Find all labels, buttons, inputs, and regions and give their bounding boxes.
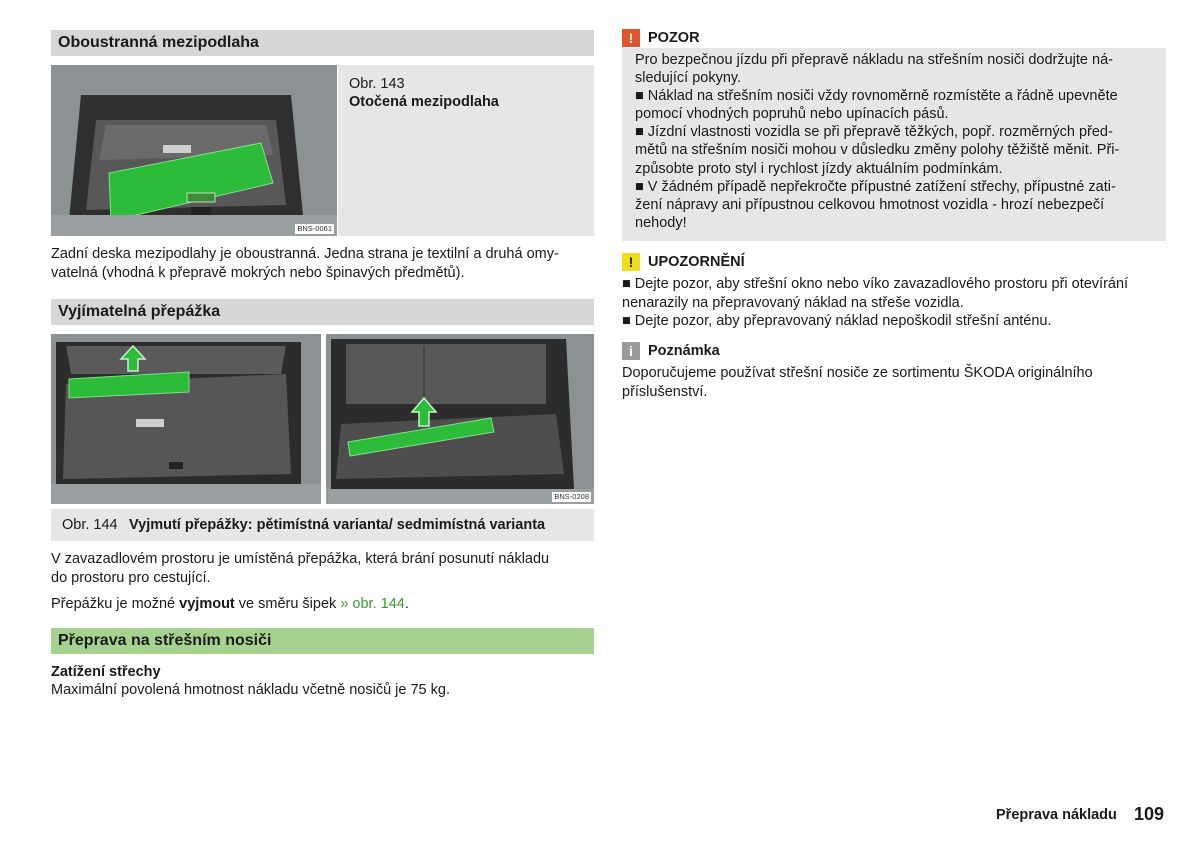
text-line: pomocí vhodných popruhů nebo upínacích pásů.	[635, 106, 949, 123]
paragraph-mezipodlaha	[51, 245, 596, 282]
text-line: mětů na střešním nosiči mohou v důsledku změny polohy těžiště měnit. Při-	[635, 142, 1120, 159]
figure-code: BNS-0208	[554, 492, 589, 501]
text-line: Pro bezpečnou jízdu při přepravě nákladu na střešním nosiči dodržujte ná-	[635, 52, 1113, 68]
figure-number: Obr. 143	[349, 76, 405, 92]
text-line: V zavazadlovém prostoru je umístěná přepážka, která brání posunutí nákladu	[51, 551, 550, 567]
text-run: Přepážku je možné	[51, 596, 180, 612]
five-seat-boot-illustration	[51, 334, 321, 504]
seven-seat-boot-illustration	[326, 334, 594, 504]
figure-caption: Vyjmutí přepážky: pětimístná varianta/ sedmimístná varianta	[129, 517, 546, 533]
section-heading-vyjimatelna-prepazka: Vyjímatelná přepážka	[51, 299, 594, 325]
text-line: ■ V žádném případě nepřekročte přípustné zatížení střechy, přípustné zati-	[635, 178, 1116, 195]
caution-text	[622, 275, 1182, 331]
text-line: způsobte proto styl i rychlost jízdy aktuálním podmínkám.	[635, 160, 1003, 177]
info-icon: i	[622, 342, 640, 360]
text-run: .	[404, 596, 409, 612]
paragraph-max-hmotnost: Maximální povolená hmotnost nákladu včetně nosičů je 75 kg.	[51, 682, 450, 698]
caution-icon: !	[622, 253, 640, 271]
text-line: Doporučujeme používat střešní nosiče ze sortimentu ŠKODA originálního	[622, 365, 1093, 381]
text-line: nehody!	[635, 214, 687, 231]
figure-143-image	[51, 65, 337, 236]
text-line: ■ Dejte pozor, aby střešní okno nebo víko zavazadlového prostoru při otevírání	[622, 276, 1129, 292]
car-boot-illustration	[51, 65, 337, 236]
figure-reference-link[interactable]: » obr. 144	[340, 596, 405, 612]
text-line: vatelná (vhodná k přepravě mokrých nebo špinavých předmětů).	[51, 264, 465, 281]
footer-chapter-title: Přeprava nákladu	[996, 807, 1117, 823]
caution-heading-upozorneni: UPOZORNĚNÍ	[648, 254, 745, 270]
warning-heading-pozor: POZOR	[648, 30, 700, 46]
warning-text	[635, 51, 1166, 232]
figure-number: Obr. 144	[62, 517, 118, 533]
text-line: sledující pokyny.	[635, 70, 742, 87]
text-line: Zadní deska mezipodlahy je oboustranná. Jedna strana je textilní a druhá omy-	[51, 246, 559, 262]
text-line: ■ Jízdní vlastnosti vozidla se při přepravě těžkých, popř. rozměrných před-	[635, 124, 1113, 141]
text-line: příslušenství.	[622, 383, 708, 400]
note-text	[622, 364, 1182, 401]
figure-144-image-left	[51, 334, 321, 504]
text-run: ve směru šipek	[234, 596, 341, 612]
note-heading-poznamka: Poznámka	[648, 343, 720, 359]
subheading-zatizeni-strechy: Zatížení střechy	[51, 664, 161, 680]
text-line: ■ Náklad na střešním nosiči vždy rovnoměrně rozmístěte a řádně upevněte	[635, 88, 1118, 105]
bold-term: vyjmout	[179, 596, 235, 612]
text-line: žení nápravy ani přípustnou celkovou hmotnost vozidla - hrozí nebezpečí	[635, 196, 1105, 213]
figure-144-image-right	[326, 334, 594, 504]
figure-143-caption-box	[338, 65, 594, 236]
page-number: 109	[1134, 804, 1165, 824]
figure-code: BNS-0061	[297, 224, 332, 233]
paragraph-vyjmout	[51, 595, 596, 614]
text-line: nenarazily na přepravovaný náklad na střeše vozidla.	[622, 294, 964, 311]
warning-icon: !	[622, 29, 640, 47]
warning-box-pozor	[622, 48, 1166, 241]
paragraph-prepazka	[51, 550, 596, 587]
figure-144-caption-box	[51, 509, 594, 541]
text-line: ■ Dejte pozor, aby přepravovaný náklad nepoškodil střešní anténu.	[622, 313, 1052, 329]
section-heading-preprava-stresni-nosic: Přeprava na střešním nosiči	[51, 628, 594, 654]
section-heading-oboustranna-mezipodlaha: Oboustranná mezipodlaha	[51, 30, 594, 56]
text-line: do prostoru pro cestující.	[51, 569, 211, 586]
figure-caption: Otočená mezipodlaha	[349, 94, 499, 110]
